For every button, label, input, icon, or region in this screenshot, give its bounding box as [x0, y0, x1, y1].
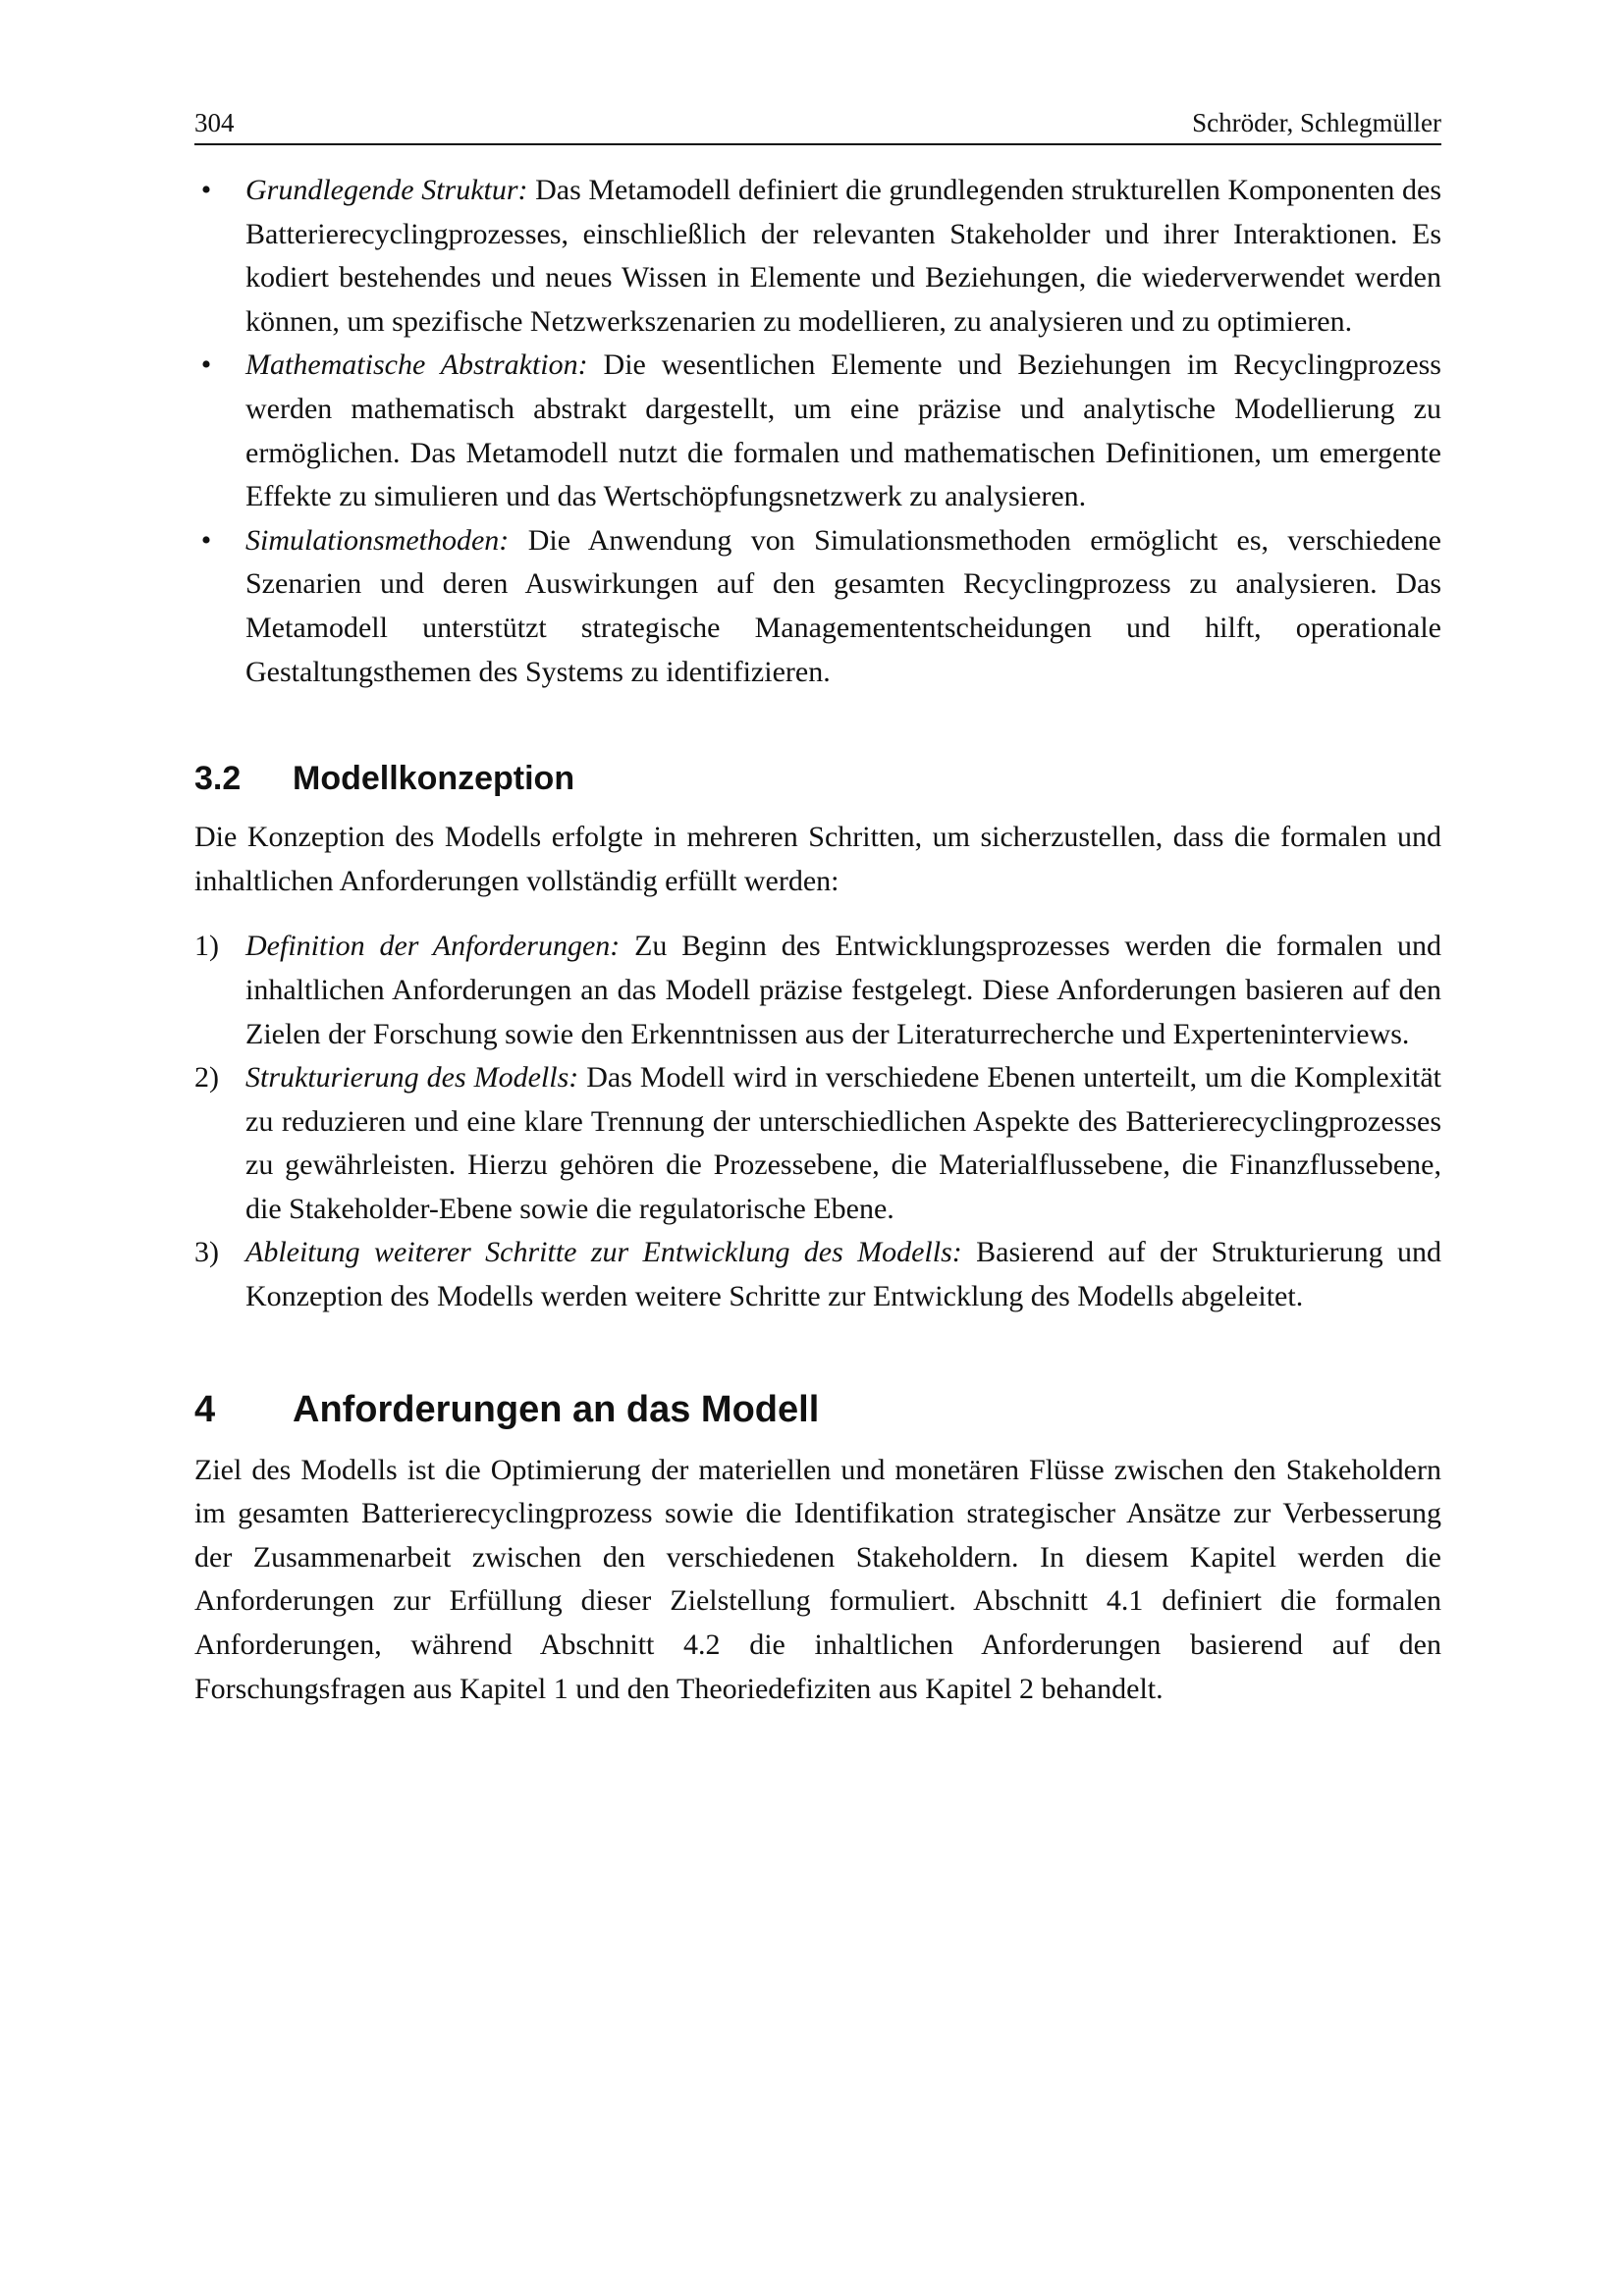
bullet-marker: • — [200, 174, 212, 206]
bullet-term: Grundlegende Struktur: — [245, 174, 528, 206]
step-text: Zu Beginn des Entwicklungsprozesses werden die formalen und inhaltlichen Anforderungen an das Modell präzise festgelegt. Diese Anforderungen basieren auf den Zielen der Forschung sowie den Erkenntnissen aus der Literaturrecherche und Experteninterviews. — [245, 930, 1442, 1050]
bullet-marker: • — [200, 523, 212, 557]
chapter-number: 4 — [194, 1388, 216, 1430]
section-title: Modellkonzeption — [293, 760, 575, 798]
bullet-term: Mathematische Abstraktion: — [245, 348, 588, 382]
step-text: Basierend auf der Strukturierung und Konzeption des Modells werden weitere Schritte zur Entwicklung des Modells abgeleitet. — [245, 1236, 1441, 1313]
chapter-title: Anforderungen an das Modell — [293, 1388, 820, 1430]
page-number: 304 — [194, 108, 235, 137]
document-page — [194, 108, 1441, 1711]
running-header — [194, 108, 1441, 145]
section-number: 3.2 — [194, 760, 242, 798]
bullet-marker: • — [200, 348, 212, 382]
step-item — [194, 1231, 1441, 1318]
running-head-authors: Schröder, Schlegmüller — [1192, 108, 1441, 137]
numbered-steps-list — [194, 925, 1441, 1318]
step-term: Strukturierung des Modells: — [245, 1061, 579, 1095]
step-number: 3) — [194, 1236, 219, 1269]
feature-bullet-list — [194, 169, 1441, 694]
bullet-text: Die Anwendung von Simulationsmethoden ermöglicht es, verschiedene Szenarien und deren Auswirkungen auf den gesamten Recyclingprozess zu analysieren. Das Metamodell unterstützt strategische Managemententscheidungen und hilft, operationale Gestaltungsthemen des Systems zu identifizieren. — [245, 523, 1441, 688]
step-term: Definition der Anforderungen: — [245, 930, 621, 963]
step-item — [194, 925, 1441, 1056]
bullet-text: Die wesentlichen Elemente und Beziehungen im Recyclingprozess werden mathematisch abstrakt dargestellt, um eine präzise und analytische Modellierung zu ermöglichen. Das Metamodell nutzt die formalen und mathematischen Definitionen, um emergente Effekte zu simulieren und das Wertschöpfungsnetzwerk zu analysieren. — [245, 348, 1441, 513]
bullet-term: Simulationsmethoden: — [245, 523, 510, 557]
bullet-item — [194, 519, 1441, 694]
chapter-heading-4 — [194, 1386, 1441, 1433]
step-term: Ableitung weiterer Schritte zur Entwicklung des Modells: — [245, 1236, 962, 1269]
section-heading-3-2 — [194, 757, 1441, 800]
step-number: 2) — [194, 1061, 219, 1095]
bullet-item — [194, 344, 1441, 518]
step-number: 1) — [194, 930, 219, 963]
bullet-item — [194, 169, 1441, 344]
bullet-text: Das Metamodell definiert die grundlegenden strukturellen Komponenten des Batterierecyclingprozesses, einschließlich der relevanten Stakeholder und ihrer Interaktionen. Es kodiert bestehendes und neues Wissen in Elemente und Beziehungen, die wiederverwendet werden können, um spezifische Netzwerkszenarien zu modellieren, zu analysieren und zu optimieren. — [245, 174, 1441, 338]
chapter-body-paragraph: Ziel des Modells ist die Optimierung der materiellen und monetären Flüsse zwischen den Stakeholdern im gesamten Batterierecyclingprozess sowie die Identifikation strategischer Ansätze zur Verbesserung der Zusammenarbeit zwischen den verschiedenen Stakeholdern. In diesem Kapitel werden die Anforderungen zur Erfüllung dieser Zielstellung formuliert. Abschnitt 4.1 definiert die formalen Anforderungen, während Abschnitt 4.2 die inhaltlichen Anforderungen basierend auf den Forschungsfragen aus Kapitel 1 und den Theoriedefiziten aus Kapitel 2 behandelt. — [194, 1453, 1441, 1705]
step-text: Das Modell wird in verschiedene Ebenen unterteilt, um die Komplexität zu reduzieren und eine klare Trennung der unterschiedlichen Aspekte des Batterierecyclingprozesses zu gewährleisten. Hierzu gehören die Prozessebene, die Materialflussebene, die Finanzflussebene, die Stakeholder-Ebene sowie die regulatorische Ebene. — [245, 1061, 1441, 1225]
step-item — [194, 1056, 1441, 1231]
section-intro-paragraph: Die Konzeption des Modells erfolgte in mehreren Schritten, um sicherzustellen, dass die formalen und inhaltlichen Anforderungen vollständig erfüllt werden: — [194, 821, 1441, 897]
